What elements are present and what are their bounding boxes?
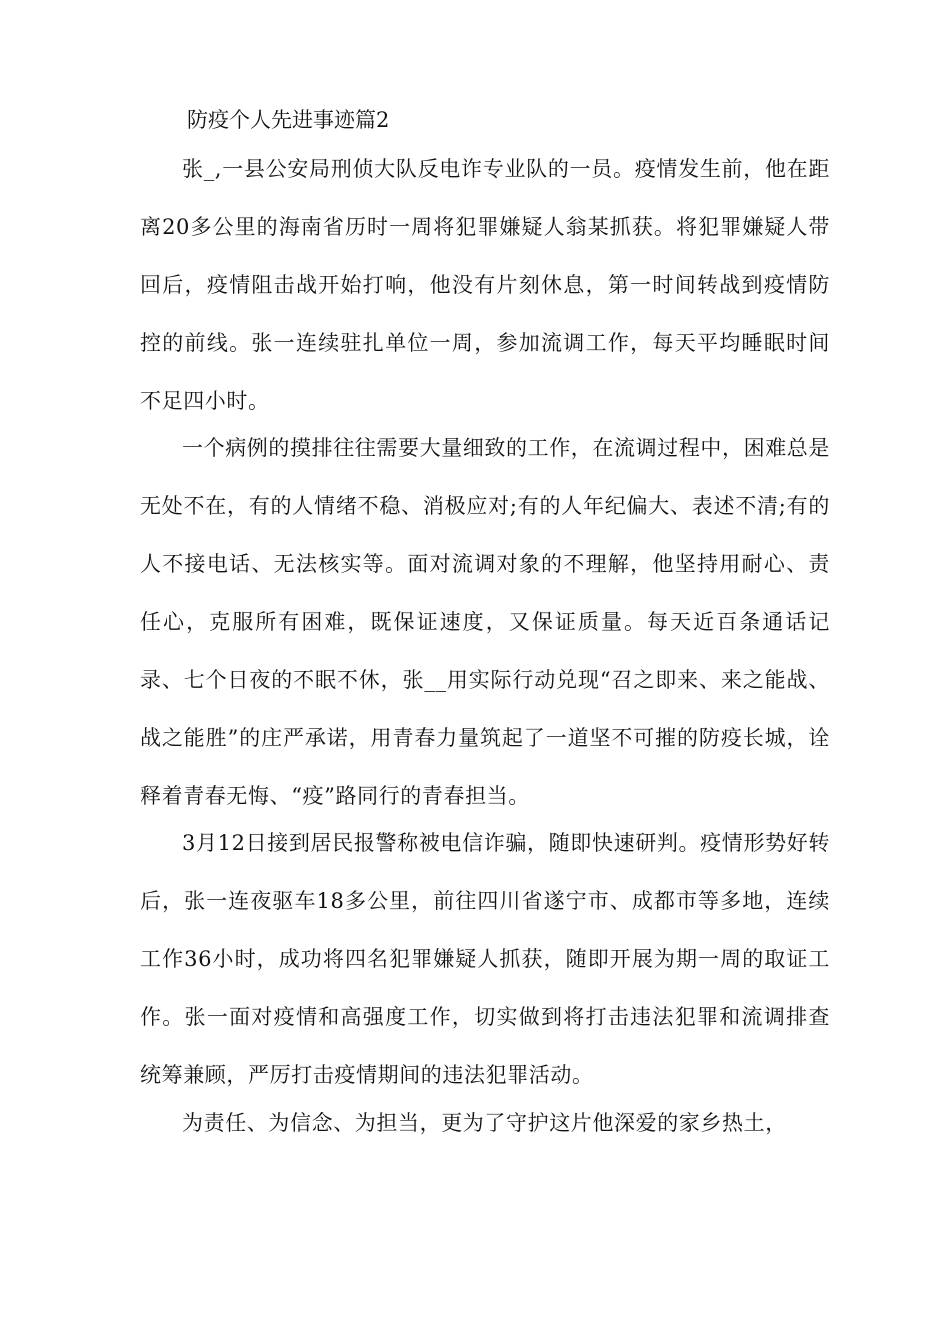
document-title: 防疫个人先进事迹篇2 [187,108,390,132]
paragraph-2: 一个病例的摸排往往需要大量细致的工作，在流调过程中，困难总是无处不在，有的人情绪不稳、消极应对;有的人年纪偏大、表述不清;有的人不接电话、无法核实等。面对流调对象的不理解，他坚持用耐心、责任心，克服所有困难，既保证速度，又保证质量。每天近百条通话记录、七个日夜的不眠不休，张__用实际行动兑现“召之即来、来之能战、战之能胜”的庄严承诺，用青春力量筑起了一道坚不可摧的防疫长城，诠释着青春无悔、“疫”路同行的青春担当。 [140,436,830,808]
paragraph-4: 为责任、为信念、为担当，更为了守护这片他深爱的家乡热土， [182,1111,787,1135]
paragraph-3: 3月12日接到居民报警称被电信诈骗，随即快速研判。疫情形势好转后，张一连夜驱车18多公里，前往四川省遂宁市、成都市等多地，连续工作36小时，成功将四名犯罪嫌疑人抓获，随即开展为期一周的取证工作。张一面对疫情和高强度工作，切实做到将打击违法犯罪和流调排查统筹兼顾，严厉打击疫情期间的违法犯罪活动。 [140,831,830,1087]
paragraph-1: 张_,一县公安局刑侦大队反电诈专业队的一员。疫情发生前，他在距离20多公里的海南省历时一周将犯罪嫌疑人翁某抓获。将犯罪嫌疑人带回后，疫情阻击战开始打响，他没有片刻休息，第一时间转战到疫情防控的前线。张一连续驻扎单位一周，参加流调工作，每天平均睡眠时间不足四小时。 [140,157,830,413]
